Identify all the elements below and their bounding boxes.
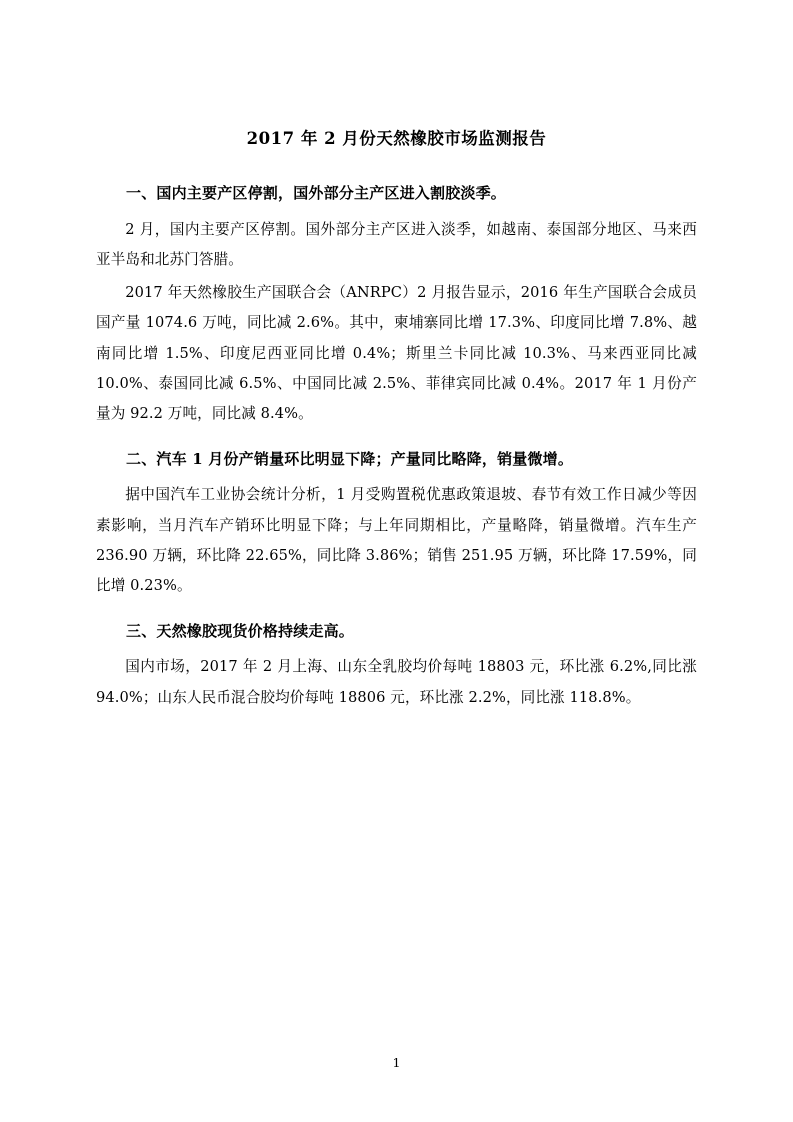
section-heading: 一、国内主要产区停割，国外部分主产区进入割胶淡季。 [126, 184, 507, 203]
page-title: 2017 年 2 月份天然橡胶市场监测报告 [246, 129, 547, 148]
paragraph: 据中国汽车工业协会统计分析，1 月受购置税优惠政策退坡、春节有效工作日减少等因素影响，当月汽车产销环比明显下降；与上年同期相比，产量略降，销量微增。汽车生产 236.90 万辆，环比降 22.65%，同比降 3.86%；销售 251.95 万辆，环比降 17.59%，同比增 0.23%。 [96, 486, 697, 595]
section-heading: 三、天然橡胶现货价格持续走高。 [126, 621, 355, 640]
section-2 [96, 444, 697, 602]
section-1 [96, 178, 697, 429]
paragraph: 2017 年天然橡胶生产国联合会（ANRPC）2 月报告显示，2016 年生产国联合会成员国产量 1074.6 万吨，同比减 2.6%。其中，柬埔寨同比增 17.3%、印度同比增 7.8%、越南同比增 1.5%、印度尼西亚同比增 0.4%；斯里兰卡同比减 10.3%、马来西亚同比减 10.0%、泰国同比减 6.5%、中国同比减 2.5%、菲律宾同比减 0.4%。2017 年 1 月份产量为 92.2 万吨，同比减 8.4%。 [96, 283, 697, 423]
paragraph: 国内市场，2017 年 2 月上海、山东全乳胶均价每吨 18803 元，环比涨 6.2%,同比涨 94.0%；山东人民币混合胶均价每吨 18806 元，环比涨 2.2%，同比涨 118.8%。 [96, 658, 697, 706]
page-number: 1 [392, 1055, 401, 1070]
paragraph: 2 月，国内主要产区停割。国外部分主产区进入淡季，如越南、泰国部分地区、马来西亚半岛和北苏门答腊。 [96, 221, 697, 269]
section-3 [96, 616, 697, 713]
section-heading: 二、汽车 1 月份产销量环比明显下降；产量同比略降，销量微增。 [126, 449, 574, 468]
